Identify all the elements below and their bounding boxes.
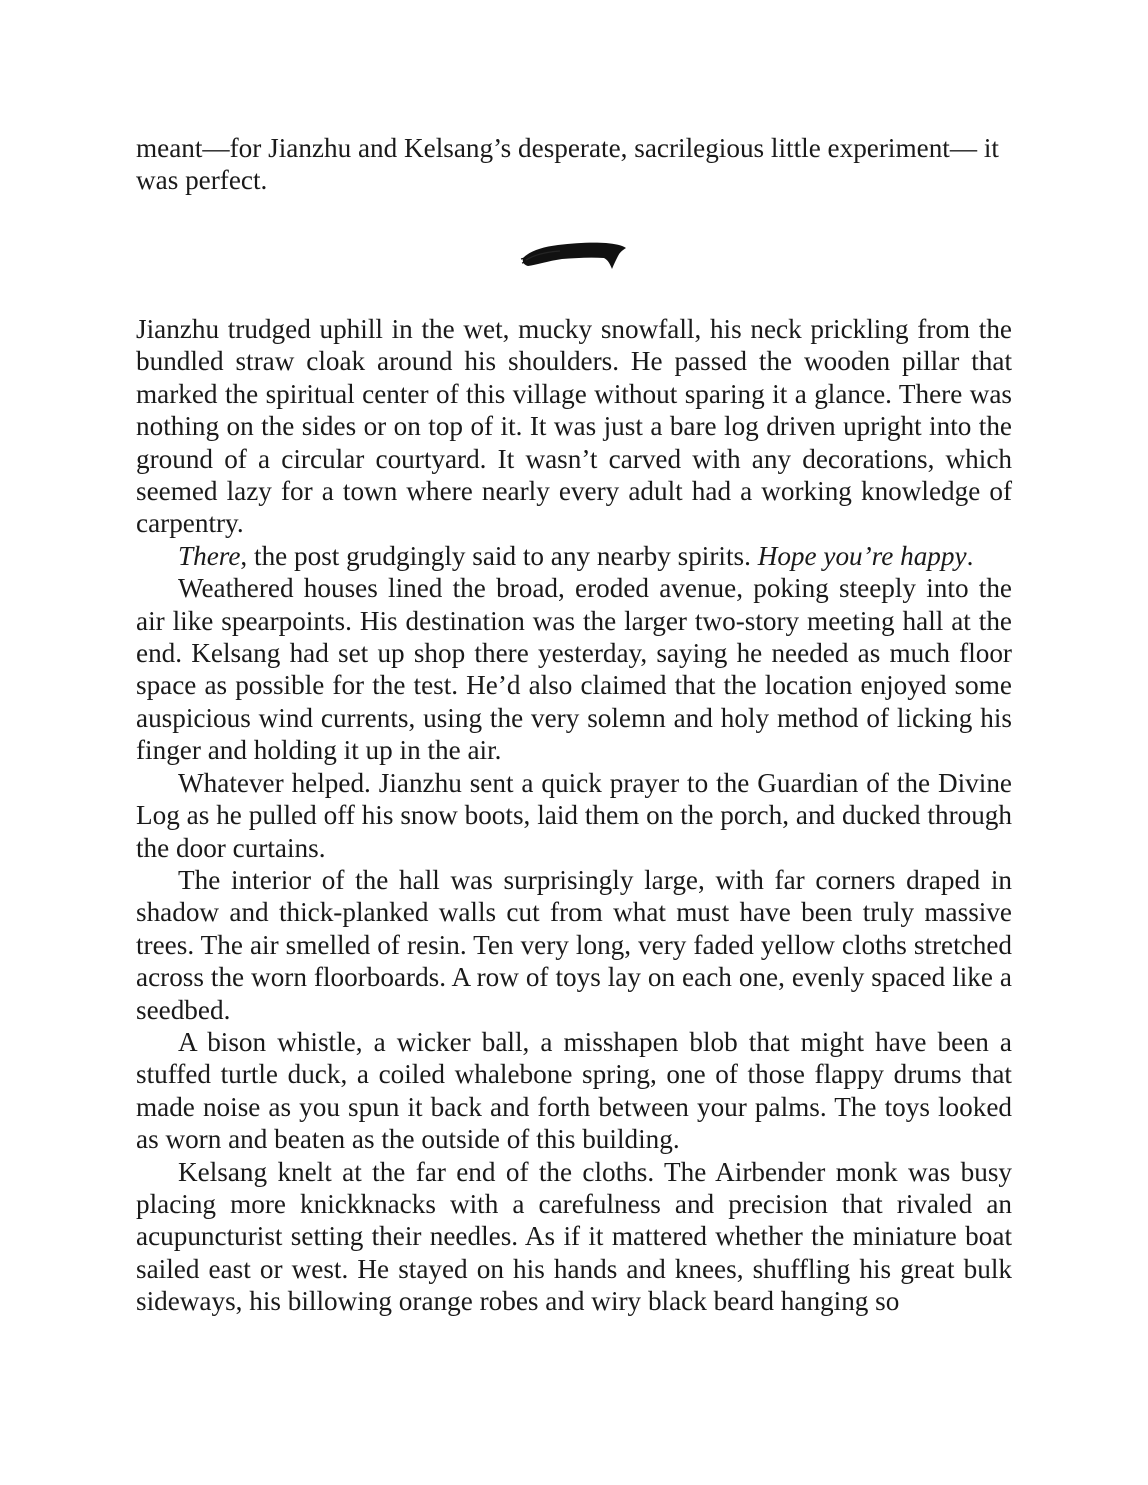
- emphasis-text: There: [178, 540, 241, 571]
- brush-stroke-icon: [520, 236, 628, 276]
- paragraph-spirits: [136, 540, 1012, 572]
- body-text: [136, 313, 1012, 1318]
- paragraph: The interior of the hall was surprisingly large, with far corners draped in shadow and thick-planked walls cut from what must have been truly massive trees. The air smelled of resin. Ten very long, very faded yellow cloths stretched across the worn floorboards. A row of toys lay on each one, evenly spaced like a seedbed.: [136, 864, 1012, 1025]
- emphasis-text: Hope you’re happy: [757, 540, 967, 571]
- paragraph: Kelsang knelt at the far end of the cloths. The Airbender monk was busy placing more knickknacks with a carefulness and precision that rivaled an acupuncturist setting their needles. As if it mattered whether the miniature boat sailed east or west. He stayed on his hands and knees, shuffling his great bulk sideways, his billowing orange robes and wiry black beard hanging so: [136, 1156, 1012, 1317]
- paragraph: Jianzhu trudged uphill in the wet, mucky snowfall, his neck prickling from the bundled straw cloak around his shoulders. He passed the wooden pillar that marked the spiritual center of this village without sparing it a glance. There was nothing on the sides or on top of it. It was just a bare log driven upright into the ground of a circular courtyard. It wasn’t carved with any decorations, which seemed lazy for a town where nearly every adult had a working knowledge of carpentry.: [136, 314, 1012, 539]
- opening-text: [136, 132, 1012, 197]
- paragraph: A bison whistle, a wicker ball, a misshapen blob that might have been a stuffed turtle duck, a coiled whalebone spring, one of those flappy drums that made noise as you spun it back and forth between your palms. The toys looked as worn and beaten as the outside of this building.: [136, 1026, 1012, 1155]
- paragraph-text: .: [966, 540, 974, 571]
- paragraph: Weathered houses lined the broad, eroded avenue, poking steeply into the air like spearpoints. His destination was the larger two-story meeting hall at the end. Kelsang had set up shop there yesterday, saying he needed as much floor space as possible for the test. He’d also claimed that the location enjoyed some auspicious wind currents, using the very solemn and holy method of licking his finger and holding it up in the air.: [136, 573, 1012, 766]
- opening-paragraph: meant—for Jianzhu and Kelsang’s desperate, sacrilegious little experiment— it was perfect.: [136, 133, 999, 196]
- paragraph: Whatever helped. Jianzhu sent a quick prayer to the Guardian of the Divine Log as he pulled off his snow boots, laid them on the porch, and ducked through the door curtains.: [136, 767, 1012, 863]
- paragraph-text: , the post grudgingly said to any nearby spirits.: [240, 540, 758, 571]
